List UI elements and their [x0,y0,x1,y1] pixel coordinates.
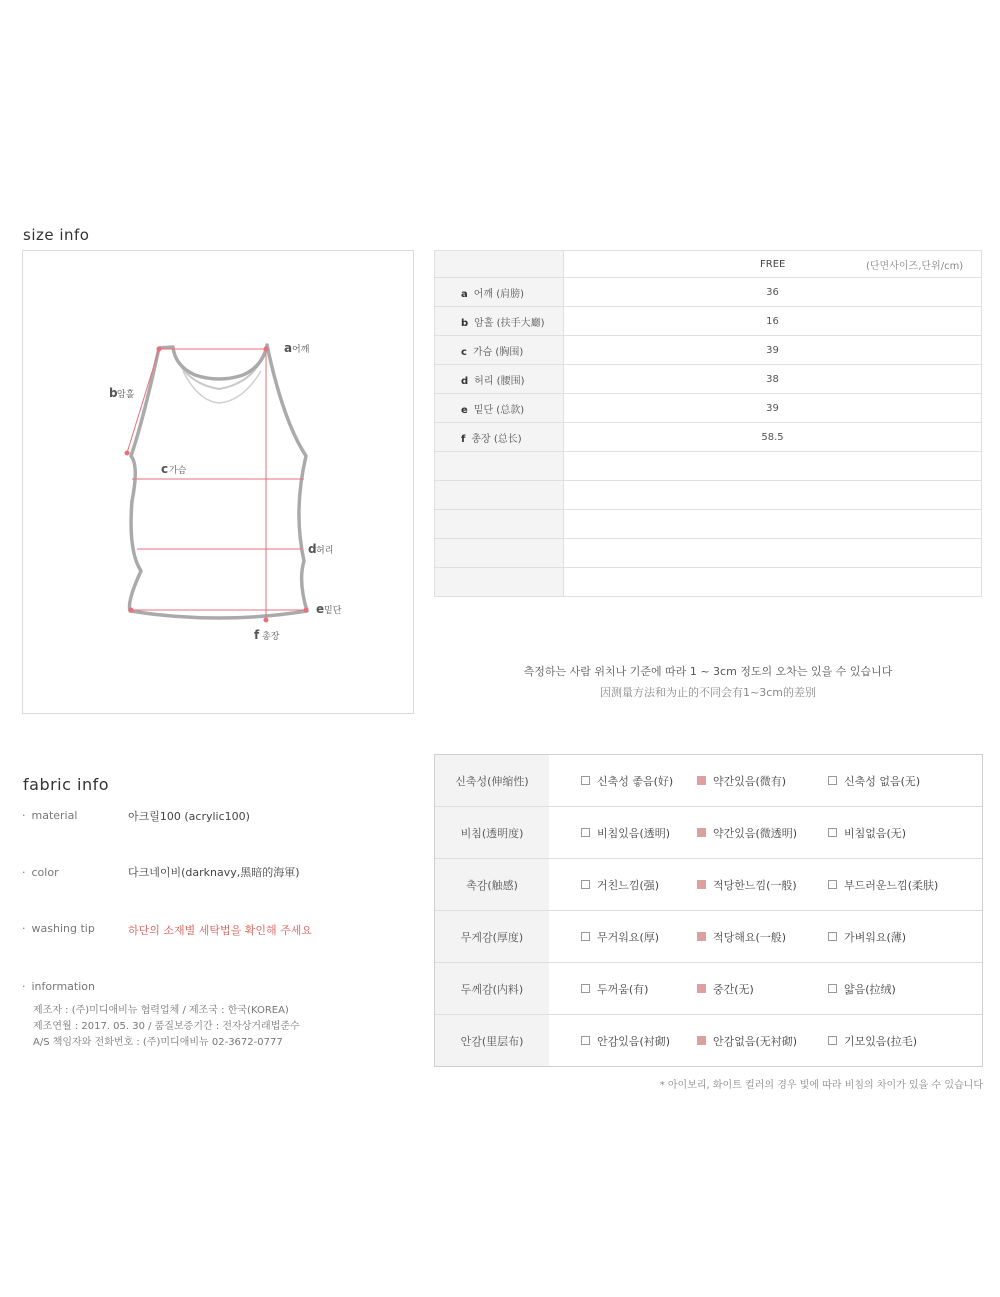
fabric-attribute-table [434,754,983,1067]
attribute-option [697,755,786,806]
washing-value: 하단의 소재별 세탁법을 확인해 주세요 [128,924,313,937]
label-f-word: 총장 [262,632,280,642]
checked-box-icon [697,776,706,785]
checkbox-icon [828,880,837,889]
attribute-option [581,755,673,806]
attribute-option [697,963,754,1014]
table-row: b 암홀 (扶手大廳) 16 [435,307,982,336]
table-row: a 어깨 (肩膀) 36 [435,278,982,307]
attribute-option [581,859,659,910]
label-d-word: 허리 [316,546,334,556]
checkbox-icon [581,1036,590,1045]
measure-note-ko: 측정하는 사람 위치나 기준에 따라 1 ~ 3cm 정도의 오차는 있을 수 있습니다 [523,665,893,678]
attribute-row [435,755,982,807]
attribute-option-label: 얇음(拉绒) [844,982,896,996]
table-row-empty [435,539,982,568]
label-d-letter: d [308,542,317,556]
checkbox-icon [581,880,590,889]
attribute-label: 촉감(触感) [435,859,549,910]
attribute-option-label: 신축성 없음(无) [844,774,921,788]
size-info-title: size info [23,226,90,244]
attribute-label: 두께감(内料) [435,963,549,1014]
attribute-option [581,1015,670,1066]
label-e-letter: e [316,602,325,616]
checkbox-icon [828,1036,837,1045]
measure-note-zh: 因测量方法和为止的不同会有1~3cm的差别 [600,686,816,699]
checkbox-icon [581,932,590,941]
checkbox-icon [828,828,837,837]
info-line: 제조자 : (주)미디애비뉴 협력업체 / 제조국 : 한국(KOREA) [33,1005,289,1016]
attribute-option [828,911,906,962]
label-f-letter: f [254,628,260,642]
label-e-word: 밑단 [324,606,342,616]
table-row: c 가슴 (胸围) 39 [435,336,982,365]
label-c-word: 가슴 [169,466,187,476]
information-label: · information [22,980,95,993]
checkbox-icon [828,984,837,993]
label-b-letter: b [109,386,118,400]
attribute-option [828,807,906,858]
checked-box-icon [697,984,706,993]
attribute-option-label: 중간(无) [713,982,754,996]
checked-box-icon [697,880,706,889]
attribute-option-label: 적당한느낌(一般) [713,878,797,892]
attribute-option-label: 신축성 좋음(好) [597,774,674,788]
size-unit-note: (단면사이즈,단위/cm) [866,261,964,272]
attribute-option [581,963,648,1014]
attribute-row [435,963,982,1015]
fabric-info-title: fabric info [23,775,110,794]
table-row-empty [435,510,982,539]
attribute-row [435,1015,982,1066]
table-row-empty [435,568,982,597]
checked-box-icon [697,932,706,941]
attribute-row [435,807,982,859]
attribute-label: 비침(透明度) [435,807,549,858]
attribute-row [435,911,982,963]
label-c-letter: c [161,462,169,476]
attribute-option-label: 거친느낌(强) [597,878,660,892]
size-header-free: FREE [760,259,786,270]
attribute-option-label: 가벼워요(薄) [844,930,907,944]
attribute-option [828,859,938,910]
attribute-option-label: 부드러운느낌(柔肤) [844,878,939,892]
attribute-option [828,963,896,1014]
washing-label: · washing tip [22,922,95,935]
checkbox-icon [828,776,837,785]
checked-box-icon [697,828,706,837]
label-a-word: 어깨 [292,345,310,355]
attribute-option [828,1015,917,1066]
attribute-option-label: 약간있음(微有) [713,774,787,788]
color-label: · color [22,866,59,879]
attribute-option [697,1015,797,1066]
attribute-option [581,911,659,962]
attribute-option-label: 적당해요(一般) [713,930,787,944]
table-row: f 총장 (总长) 58.5 [435,423,982,452]
table-row: d 허리 (腰围) 38 [435,365,982,394]
tank-top-illustration [23,251,415,715]
checkbox-icon [581,828,590,837]
attribute-option [697,859,797,910]
label-b-word: 암홀 [117,390,135,400]
checkbox-icon [581,984,590,993]
attribute-option [828,755,920,806]
info-line: A/S 책임자와 전화번호 : (주)미디애비뉴 02-3672-0777 [33,1037,283,1048]
size-diagram [22,250,414,714]
attribute-option-label: 기모있음(拉毛) [844,1034,918,1048]
attribute-row [435,859,982,911]
attribute-option [581,807,670,858]
color-value: 다크네이비(darknavy,黑暗的海軍) [128,866,300,879]
info-line: 제조연월 : 2017. 05. 30 / 품질보증기간 : 전자상거래법준수 [33,1021,300,1032]
attribute-option-label: 안감있음(衬砌) [597,1034,671,1048]
attribute-option-label: 무거워요(厚) [597,930,660,944]
checkbox-icon [581,776,590,785]
attribute-option-label: 비침있음(透明) [597,826,671,840]
material-value: 아크릴100 (acrylic100) [128,810,250,823]
attribute-label: 신축성(伸缩性) [435,755,549,806]
attribute-option [697,807,797,858]
attribute-option-label: 안감없음(无衬砌) [713,1034,798,1048]
table-row: e 밑단 (总款) 39 [435,394,982,423]
checked-box-icon [697,1036,706,1045]
attribute-option [697,911,786,962]
attribute-label: 안감(里层布) [435,1015,549,1066]
table-row-empty [435,481,982,510]
material-label: · material [22,809,78,822]
attribute-label: 무게감(厚度) [435,911,549,962]
attribute-option-label: 비침없음(无) [844,826,907,840]
table-row-empty [435,452,982,481]
size-table [434,250,982,597]
checkbox-icon [828,932,837,941]
footnote: * 아이보리, 화이트 컬러의 경우 빛에 따라 비침의 차이가 있을 수 있습니다 [659,1080,983,1091]
label-a-letter: a [284,341,293,355]
attribute-option-label: 약간있음(微透明) [713,826,798,840]
attribute-option-label: 두꺼움(有) [597,982,649,996]
